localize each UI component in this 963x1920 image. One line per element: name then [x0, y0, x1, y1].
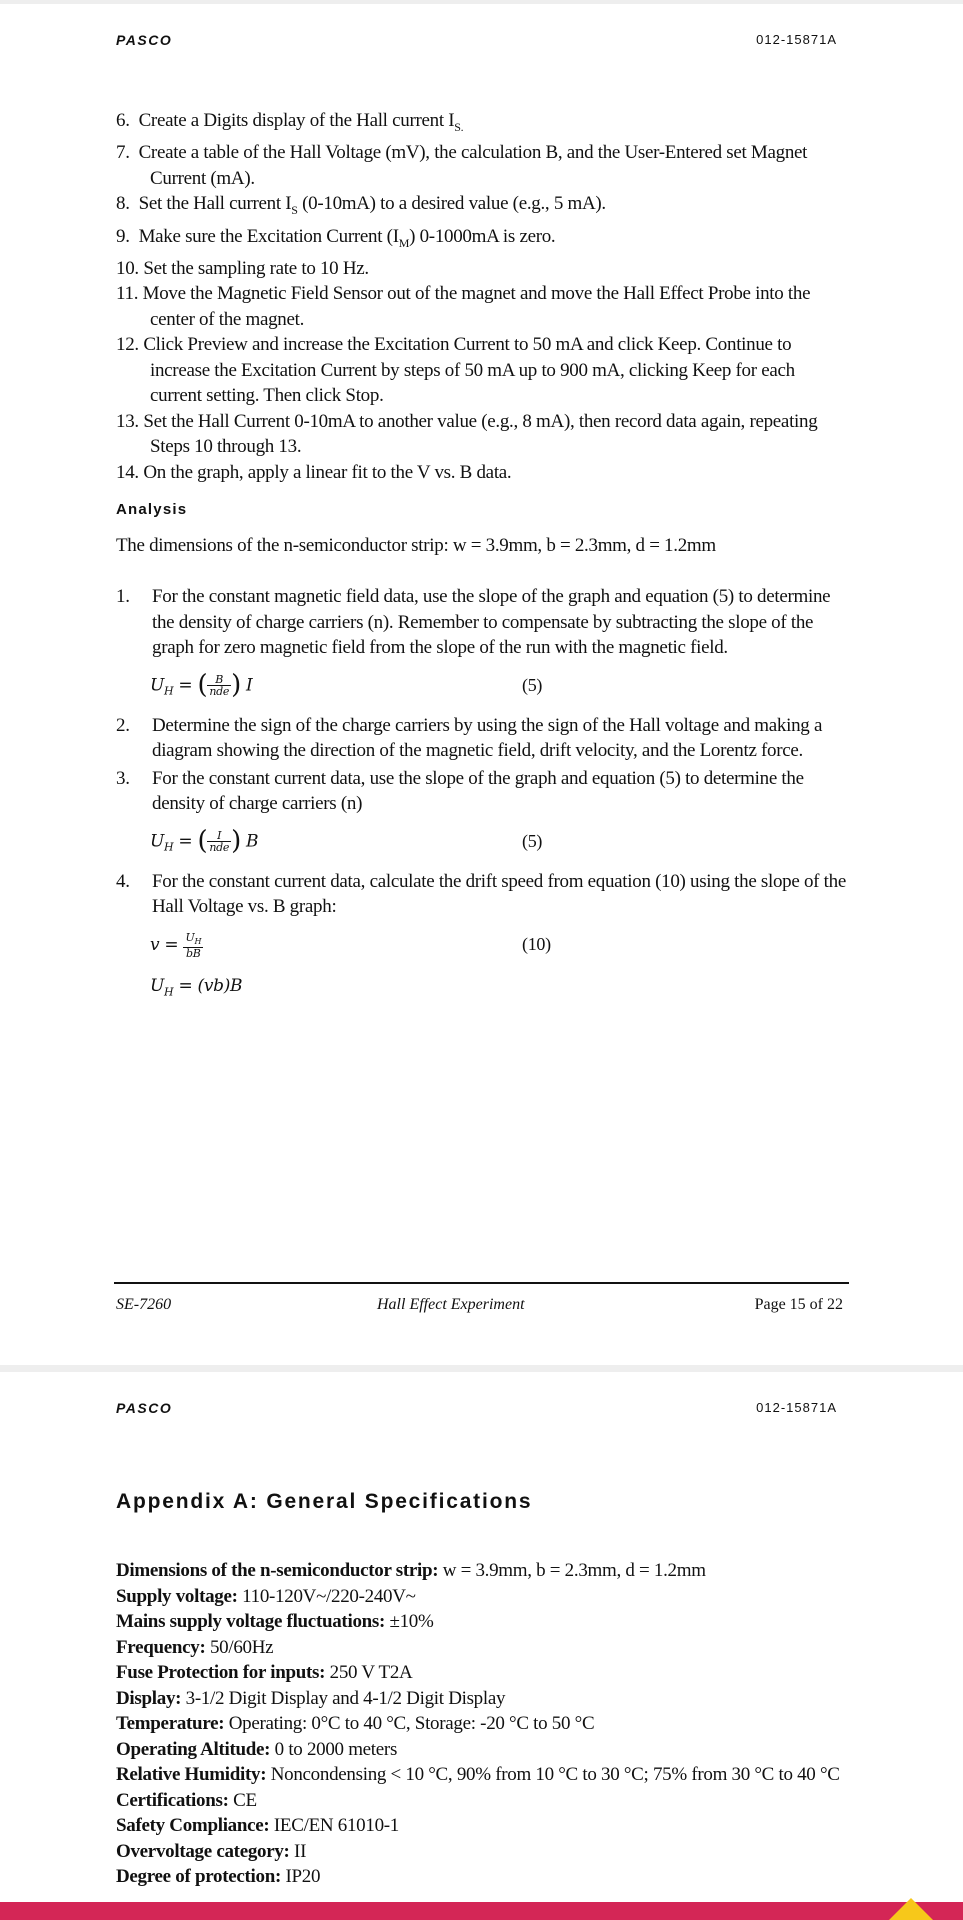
analysis-item: 1. For the constant magnetic field data, use the slope of the graph and equation (5) to determine the density of charge carriers (n). Remember to compensate by subtracting the slope of the graph for zero magnetic field from the slope of the run with the magnetic field.: [116, 586, 831, 659]
analysis-item: 2. Determine the sign of the charge carriers by using the sign of the Hall voltage and making a diagram showing the direction of the magnetic field, drift velocity, and the Lorentz force.: [116, 714, 823, 762]
equation-number: (5): [522, 674, 543, 695]
document-page-15: [0, 4, 963, 1365]
spec-row: Operating Altitude: 0 to 2000 meters: [116, 1738, 398, 1760]
spec-row: Frequency: 50/60Hz: [116, 1636, 274, 1658]
bottom-banner: [0, 1902, 963, 1920]
analysis-item: 4. For the constant current data, calculate the drift speed from equation (10) using the slope of the Hall Voltage vs. B graph:: [116, 870, 846, 918]
header-brand: PASCO: [116, 32, 173, 48]
strip-dimensions: The dimensions of the n-semiconductor strip: w = 3.9mm, b = 2.3mm, d = 1.2mm: [116, 534, 716, 556]
spec-row: Degree of protection: IP20: [116, 1866, 321, 1887]
header-doc-number: 012-15871A: [756, 1400, 837, 1415]
header-doc-number: 012-15871A: [756, 32, 837, 47]
spec-row: Fuse Protection for inputs: 250 V T2A: [116, 1662, 413, 1683]
starburst-icon: [889, 1898, 933, 1920]
equation-hall-voltage-drift: $U_H = (vb)B$: [150, 975, 243, 999]
spec-row: Mains supply voltage fluctuations: ±10%: [116, 1611, 434, 1632]
equation-hall-voltage-1: $U_H$ = ( $\frac{B}{\text{nde}}$ ) I (5): [150, 669, 543, 700]
spec-row: Overvoltage category: II: [116, 1840, 307, 1862]
footer-title: Hall Effect Experiment: [377, 1296, 525, 1313]
footer-model: SE-7260: [116, 1296, 172, 1313]
footer-rule: [114, 1282, 849, 1284]
procedure-step: 14. On the graph, apply a linear fit to the V vs. B data.: [116, 461, 512, 483]
equation-number: (10): [522, 933, 551, 954]
procedure-step: 8. Set the Hall current $I_S$ (0-10mA) to a desired value (e.g., 5 mA).: [116, 193, 606, 218]
spec-row: Temperature: Operating: 0°C to 40 °C, Storage: -20 °C to 50 °C: [116, 1713, 595, 1734]
procedure-step: 6. Create a Digits display of the Hall current $I_{S.}$: [116, 110, 464, 134]
procedure-step: 7. Create a table of the Hall Voltage (mV), the calculation B, and the User-Entered set Magnet Current (mA).: [116, 142, 808, 189]
spec-row: Relative Humidity: Noncondensing < 10 °C, 90% from 10 °C to 30 °C; 75% from 30 °C to 40 °C: [116, 1764, 840, 1785]
spec-row: Display: 3-1/2 Digit Display and 4-1/2 Digit Display: [116, 1687, 506, 1709]
spec-row: Dimensions of the n-semiconductor strip: w = 3.9mm, b = 2.3mm, d = 1.2mm: [116, 1560, 706, 1581]
spec-row: Safety Compliance: IEC/EN 61010-1: [116, 1815, 399, 1836]
equation-number: (5): [522, 830, 543, 851]
procedure-step: 10. Set the sampling rate to 10 Hz.: [116, 257, 369, 279]
analysis-heading: Analysis: [116, 501, 188, 519]
equation-drift-speed: v = $\frac{U_H}{bB}$ (10): [150, 930, 551, 961]
equation-hall-voltage-2: $U_H$ = ( $\frac{I}{\text{nde}}$ ) B (5): [150, 825, 543, 856]
footer-page-number: Page 15 of 22: [754, 1296, 843, 1313]
document-page-16: [0, 1372, 963, 1920]
spec-row: Supply voltage: 110-120V~/220-240V~: [116, 1585, 416, 1607]
analysis-list: [116, 584, 846, 1006]
procedure-step: 11. Move the Magnetic Field Sensor out of the magnet and move the Hall Effect Probe into the center of the magnet.: [116, 283, 811, 330]
spec-row: Certifications: CE: [116, 1789, 257, 1811]
appendix-heading: Appendix A: General Specifications: [116, 1490, 533, 1513]
procedure-step: 12. Click Preview and increase the Excitation Current to 50 mA and click Keep. Continue to increase the Excitation Current by steps of 50 mA up to 900 mA, clicking Keep for each current setting. Then click Stop.: [116, 334, 795, 407]
analysis-item: 3. For the constant current data, use the slope of the graph and equation (5) to determine the density of charge carriers (n): [116, 767, 804, 815]
procedure-step: 13. Set the Hall Current 0-10mA to another value (e.g., 8 mA), then record data again, repeating Steps 10 through 13.: [116, 410, 818, 458]
procedure-steps: [116, 108, 846, 485]
procedure-section: [116, 108, 846, 1014]
specifications-list: [116, 1558, 846, 1890]
header-brand: PASCO: [116, 1400, 173, 1416]
procedure-step: 9. Make sure the Excitation Current $(I_M)$ 0-1000mA is zero.: [116, 225, 556, 250]
